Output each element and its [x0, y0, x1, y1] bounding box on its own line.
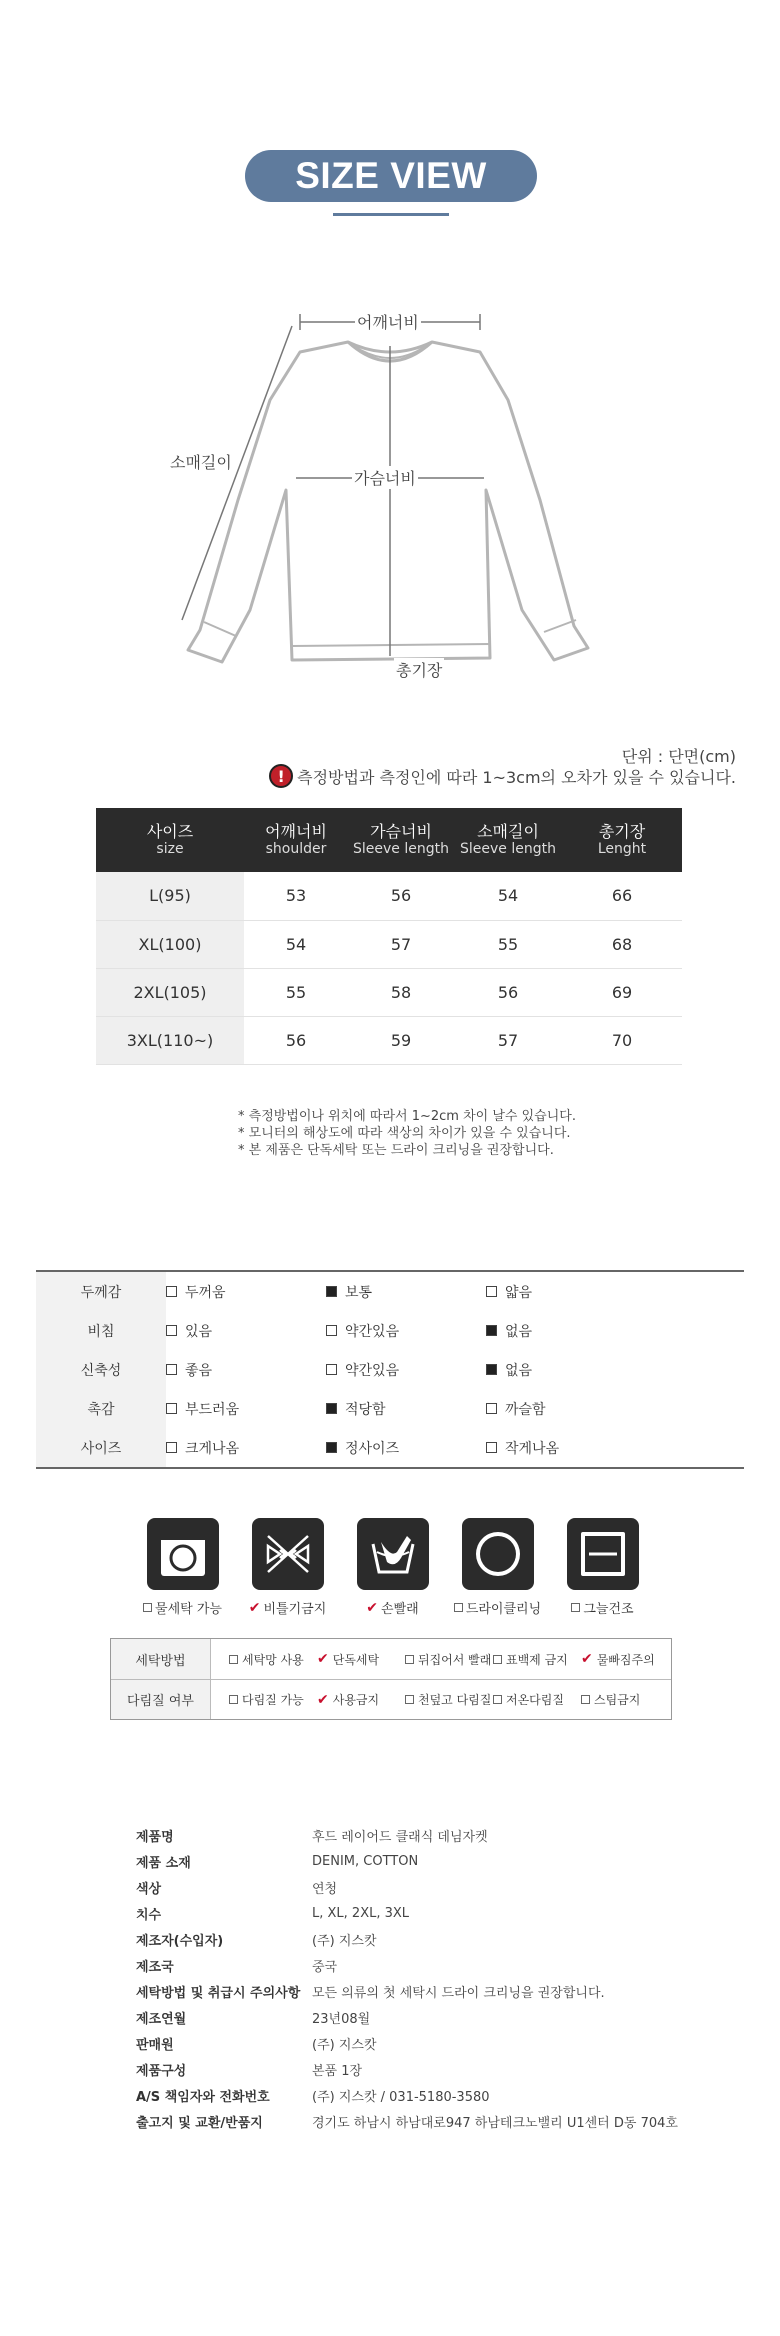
wash-method-row: 세탁방법 세탁망 사용 ✔ 단독세탁 뒤집어서 빨래 표백제 금지 ✔ 물빠짐주의 [111, 1639, 671, 1679]
header-sleeve: 소매길이 Sleeve length [454, 808, 562, 872]
care-item: 물세탁 가능 [130, 1518, 235, 1617]
length-label: 총기장 [394, 658, 444, 681]
checkbox [166, 1442, 177, 1453]
size-table-header [96, 808, 682, 872]
attr-row-stretch: 신축성 좋음 약간있음 없음 [80, 1362, 533, 1379]
size-notes [238, 1108, 576, 1159]
sleeve-label: 소매길이 [168, 450, 234, 473]
info-row: A/S 책임자와 전화번호 (주) 지스캇 / 031-5180-3580 [136, 2089, 490, 2105]
care-icons [130, 1518, 670, 1617]
header-size: 사이즈 size [96, 808, 244, 872]
size-table [96, 808, 682, 1065]
attr-row-texture: 촉감 부드러움 적당함 까슬함 [87, 1401, 546, 1418]
value-cell: 53 [244, 872, 348, 920]
header-length: 총기장 Lenght [562, 808, 682, 872]
shirt-outline-icon [0, 300, 780, 700]
check-icon: ✔ [248, 1599, 261, 1616]
value-cell: 55 [244, 968, 348, 1016]
checkbox-checked [326, 1403, 337, 1414]
size-cell: L(95) [96, 872, 244, 920]
header-shoulder: 어깨너비 shoulder [244, 808, 348, 872]
measurement-warning [269, 764, 736, 788]
attr-row-transparency: 비침 있음 약간있음 없음 [87, 1323, 533, 1340]
info-row: 치수 L, XL, 2XL, 3XL [136, 1905, 410, 1923]
value-cell: 56 [348, 872, 454, 920]
checkbox [166, 1286, 177, 1297]
shade-dry-icon [567, 1518, 639, 1590]
value-cell: 54 [454, 872, 562, 920]
value-cell: 57 [454, 1016, 562, 1064]
note-line: * 측정방법이나 위치에 따라서 1~2cm 차이 날수 있습니다. [238, 1109, 576, 1124]
hand-wash-icon [357, 1518, 429, 1590]
table-row [96, 872, 682, 920]
table-row [96, 968, 682, 1016]
value-cell: 59 [348, 1016, 454, 1064]
checkbox [486, 1442, 497, 1453]
checkbox-checked [326, 1442, 337, 1453]
info-row: 판매원 (주) 지스캇 [136, 2037, 377, 2053]
check-icon: ✔ [317, 1691, 329, 1708]
check-icon: ✔ [581, 1651, 593, 1667]
checkbox [486, 1403, 497, 1414]
product-info [136, 1822, 678, 2134]
value-cell: 55 [454, 920, 562, 968]
info-row: 제조연월 23년08월 [136, 2011, 371, 2027]
checkbox [326, 1364, 337, 1375]
washing-machine-icon [147, 1518, 219, 1590]
do-not-twist-icon [252, 1518, 324, 1590]
warning-text: 측정방법과 측정인에 따라 1~3cm의 오차가 있을 수 있습니다. [297, 767, 736, 787]
value-cell: 54 [244, 920, 348, 968]
attr-row-fit: 사이즈 크게나옴 정사이즈 작게나옴 [80, 1440, 560, 1457]
value-cell: 56 [454, 968, 562, 1016]
size-cell: XL(100) [96, 920, 244, 968]
care-item: ✔ 비틀기금지 [235, 1518, 340, 1617]
shirt-diagram [0, 300, 780, 700]
table-row [96, 1016, 682, 1064]
value-cell: 56 [244, 1016, 348, 1064]
value-cell: 68 [562, 920, 682, 968]
size-cell: 3XL(110~) [96, 1016, 244, 1064]
checkbox [166, 1325, 177, 1336]
checkbox [326, 1325, 337, 1336]
fabric-attributes [36, 1270, 744, 1469]
note-line: * 본 제품은 단독세탁 또는 드라이 크리닝을 권장합니다. [238, 1143, 554, 1158]
value-cell: 57 [348, 920, 454, 968]
info-row: 제품 소재 DENIM, COTTON [136, 1853, 419, 1871]
shoulder-label: 어깨너비 [355, 310, 421, 333]
checkbox [166, 1364, 177, 1375]
care-item: 드라이클리닝 [445, 1518, 550, 1617]
note-line: * 모니터의 해상도에 따라 색상의 차이가 있을 수 있습니다. [238, 1126, 571, 1141]
header-chest: 가슴너비 Sleeve length [348, 808, 454, 872]
info-row: 색상 연청 [136, 1881, 338, 1897]
info-row: 제품명 후드 레이어드 클래식 데님자켓 [136, 1829, 488, 1845]
care-item: ✔ 손빨래 [340, 1518, 445, 1617]
value-cell: 58 [348, 968, 454, 1016]
title-underline [333, 213, 449, 216]
checkbox [166, 1403, 177, 1414]
size-view-title: SIZE VIEW [245, 150, 537, 202]
value-cell: 70 [562, 1016, 682, 1064]
info-row: 제조자(수입자) (주) 지스캇 [136, 1933, 377, 1949]
chest-label: 가슴너비 [352, 466, 418, 489]
exclamation-icon: ! [269, 764, 293, 788]
checkbox-checked [486, 1325, 497, 1336]
value-cell: 66 [562, 872, 682, 920]
care-item: 그늘건조 [550, 1518, 655, 1617]
value-cell: 69 [562, 968, 682, 1016]
info-row: 출고지 및 교환/반품지 경기도 하남시 하남대로947 하남테크노밸리 U1센터 D동 704호 [136, 2115, 678, 2131]
table-row [96, 920, 682, 968]
wash-method-table [110, 1638, 672, 1720]
info-row: 제조국 중국 [136, 1959, 338, 1975]
unit-text: 단위 : 단면(cm) [621, 747, 736, 766]
check-icon: ✔ [317, 1651, 329, 1667]
info-row: 세탁방법 및 취급시 주의사항 모든 의류의 첫 세탁시 드라이 크리닝을 권장합니다. [136, 1985, 605, 2001]
info-row: 제품구성 본품 1장 [136, 2063, 363, 2079]
attr-row-thickness: 두께감 두꺼움 보통 얇음 [80, 1284, 533, 1301]
ironing-row: 다림질 여부 다림질 가능 ✔ 사용금지 천덮고 다림질 저온다림질 스팀금지 [111, 1679, 671, 1719]
checkbox-checked [326, 1286, 337, 1297]
check-icon: ✔ [366, 1599, 379, 1616]
checkbox [486, 1286, 497, 1297]
size-cell: 2XL(105) [96, 968, 244, 1016]
dry-clean-icon [462, 1518, 534, 1590]
checkbox-checked [486, 1364, 497, 1375]
